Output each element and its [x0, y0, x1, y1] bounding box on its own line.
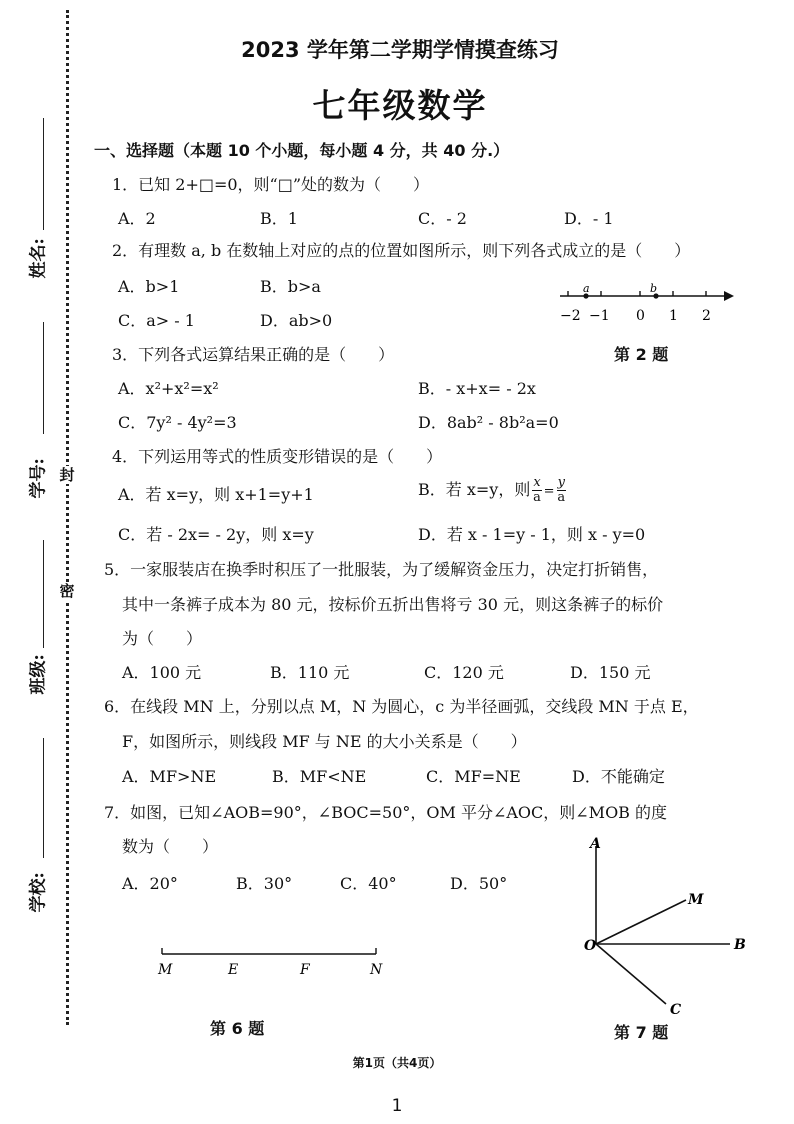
numberline-arrow-icon — [724, 291, 734, 301]
q6-line-2: F，如图所示，则线段 MF 与 NE 的大小关系是（ ） — [122, 732, 527, 751]
q3-option-d: D．8ab² - 8b²a=0 — [418, 413, 559, 432]
q1-stem: 1．已知 2+□=0，则“□”处的数为（ ） — [112, 175, 430, 194]
section-heading: 一、选择题（本题 10 个小题，每小题 4 分，共 40 分.） — [94, 141, 510, 160]
label-a: A — [590, 836, 601, 852]
q4-fraction-equals: = — [543, 484, 555, 499]
page-info: 第1页（共4页） — [352, 1056, 442, 1070]
q3-option-a: A．x²+x²=x² — [118, 379, 219, 398]
ray-om — [596, 900, 686, 944]
student-id-fill-line — [43, 322, 44, 434]
q7-option-b: B．30° — [236, 874, 293, 893]
q3-option-b: B．- x+x= - 2x — [418, 379, 536, 398]
tick-label-0: 0 — [636, 308, 645, 324]
q4-option-c: C．若 - 2x= - 2y，则 x=y — [118, 525, 314, 544]
q1-option-c: C．- 2 — [418, 209, 467, 228]
label-c: C — [670, 1002, 682, 1018]
q7-line-2: 数为（ ） — [122, 837, 219, 856]
q2-option-b: B．b>a — [260, 277, 321, 296]
q5-option-a: A．100 元 — [122, 663, 202, 682]
q4-option-d: D．若 x - 1=y - 1，则 x - y=0 — [418, 525, 646, 544]
q6-segment-figure — [152, 942, 388, 982]
q7-angle-figure — [576, 834, 756, 1020]
exam-title: 2023 学年第二学期学情摸查练习 — [241, 38, 559, 62]
student-id-label: 学号: — [28, 458, 49, 499]
tick-label-2: 2 — [702, 308, 711, 324]
q1-option-a: A．2 — [118, 209, 156, 228]
q5-option-d: D．150 元 — [570, 663, 651, 682]
q1-option-d: D．- 1 — [564, 209, 614, 228]
q6-option-d: D．不能确定 — [572, 767, 665, 786]
ray-oc — [596, 944, 666, 1004]
q2-option-a: A．b>1 — [118, 277, 180, 296]
page-number: 1 — [391, 1096, 403, 1116]
q2-stem: 2．有理数 a, b 在数轴上对应的点的位置如图所示，则下列各式成立的是（ ） — [112, 241, 691, 260]
tick-label-neg1: −1 — [589, 308, 610, 324]
q7-figure-caption: 第 7 题 — [614, 1023, 669, 1042]
label-e: E — [228, 962, 239, 978]
q4-option-a: A．若 x=y，则 x+1=y+1 — [118, 485, 314, 504]
q4-option-b — [418, 476, 568, 505]
tick-label-neg2: −2 — [560, 308, 581, 324]
q2-figure-caption: 第 2 题 — [614, 345, 669, 364]
q2-option-c: C．a> - 1 — [118, 311, 195, 330]
name-label: 姓名: — [28, 238, 49, 279]
class-label: 班级: — [28, 654, 49, 695]
class-fill-line — [43, 540, 44, 648]
q6-option-a: A．MF>NE — [122, 767, 217, 786]
label-m: M — [158, 962, 173, 978]
q5-option-b: B．110 元 — [270, 663, 350, 682]
q4-fraction-x-over-a: $\frac{x}{a}$ — [533, 475, 541, 505]
q4-option-b-prefix: B．若 x=y，则 — [418, 480, 531, 499]
binding-dotted-line — [66, 10, 69, 1025]
point-a-label: a — [583, 282, 590, 295]
q6-option-b: B．MF<NE — [272, 767, 367, 786]
name-fill-line — [43, 118, 44, 230]
q7-option-d: D．50° — [450, 874, 508, 893]
q7-option-c: C．40° — [340, 874, 397, 893]
label-o: O — [584, 938, 597, 954]
q3-stem: 3．下列各式运算结果正确的是（ ） — [112, 345, 395, 364]
label-b: B — [734, 937, 746, 953]
seal-mark-mi: 密 — [59, 582, 75, 600]
point-b-label: b — [650, 282, 658, 295]
school-fill-line — [43, 738, 44, 858]
school-label: 学校: — [28, 872, 49, 913]
q5-line-1: 5．一家服装店在换季时积压了一批服装，为了缓解资金压力，决定打折销售， — [104, 560, 659, 579]
q1-option-b: B．1 — [260, 209, 298, 228]
q5-line-2: 其中一条裤子成本为 80 元，按标价五折出售将亏 30 元，则这条裤子的标价 — [122, 595, 664, 614]
q6-option-c: C．MF=NE — [426, 767, 521, 786]
q4-fraction-y-over-a: $\frac{y}{a}$ — [557, 475, 566, 505]
label-n: N — [370, 962, 383, 978]
q2-numberline-figure — [554, 282, 738, 326]
q7-line-1: 7．如图，已知∠AOB=90°，∠BOC=50°，OM 平分∠AOC，则∠MOB 的度 — [104, 803, 668, 822]
q5-option-c: C．120 元 — [424, 663, 504, 682]
label-f: F — [300, 962, 310, 978]
q5-line-3: 为（ ） — [122, 629, 203, 648]
label-m: M — [688, 892, 704, 908]
subject-title: 七年级数学 — [312, 86, 488, 125]
q6-line-1: 6．在线段 MN 上，分别以点 M，N 为圆心，c 为半径画弧，交线段 MN 于点 E， — [104, 697, 699, 716]
tick-label-1: 1 — [669, 308, 678, 324]
q6-figure-caption: 第 6 题 — [210, 1019, 265, 1038]
q4-stem: 4．下列运用等式的性质变形错误的是（ ） — [112, 447, 443, 466]
q2-option-d: D．ab>0 — [260, 311, 333, 330]
seal-mark-feng: 封 — [59, 466, 75, 484]
q3-option-c: C．7y² - 4y²=3 — [118, 413, 237, 432]
q7-option-a: A．20° — [122, 874, 178, 893]
